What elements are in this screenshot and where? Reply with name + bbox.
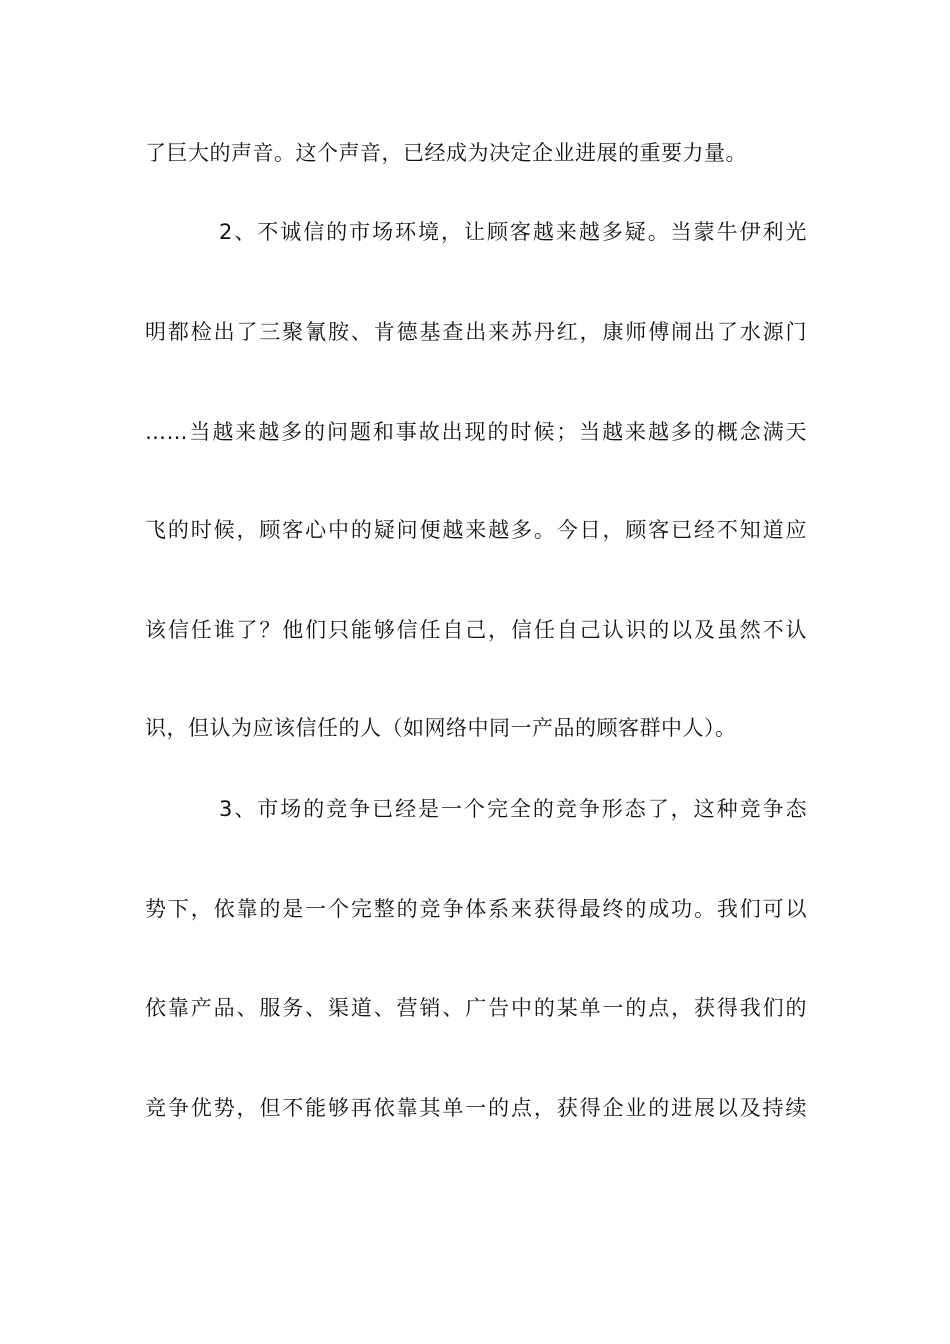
paragraph-3-line-2: 势下，依靠的是一个完整的竞争体系来获得最终的成功。我们可以 (145, 897, 807, 921)
paragraph-3-line-4: 竞争优势，但不能够再依靠其单一的点，获得企业的进展以及持续 (145, 1096, 807, 1120)
paragraph-2-line-6: 识，但认为应该信任的人（如网络中同一产品的顾客群中人）。 (145, 716, 737, 740)
paragraph-2-line-3: ……当越来越多的问题和事故出现的时候；当越来越多的概念满天 (145, 420, 807, 444)
paragraph-3-line-3: 依靠产品、服务、渠道、营销、广告中的某单一的点，获得我们的 (145, 996, 807, 1020)
paragraph-2-line-2: 明都检出了三聚氰胺、肯德基查出来苏丹红，康师傅闹出了水源门 (145, 320, 807, 344)
paragraph-2-line-1: 2、不诚信的市场环境，让顾客越来越多疑。当蒙牛伊利光 (219, 220, 807, 244)
paragraph-2-line-5: 该信任谁了？他们只能够信任自己，信任自己认识的以及虽然不认 (145, 618, 807, 642)
paragraph-2-line-4: 飞的时候，顾客心中的疑问便越来越多。今日，顾客已经不知道应 (145, 518, 807, 542)
paragraph-1-line-1: 了巨大的声音。这个声音，已经成为决定企业进展的重要力量。 (145, 141, 747, 165)
paragraph-3-line-1: 3、市场的竞争已经是一个完全的竞争形态了，这种竞争态 (219, 797, 807, 821)
